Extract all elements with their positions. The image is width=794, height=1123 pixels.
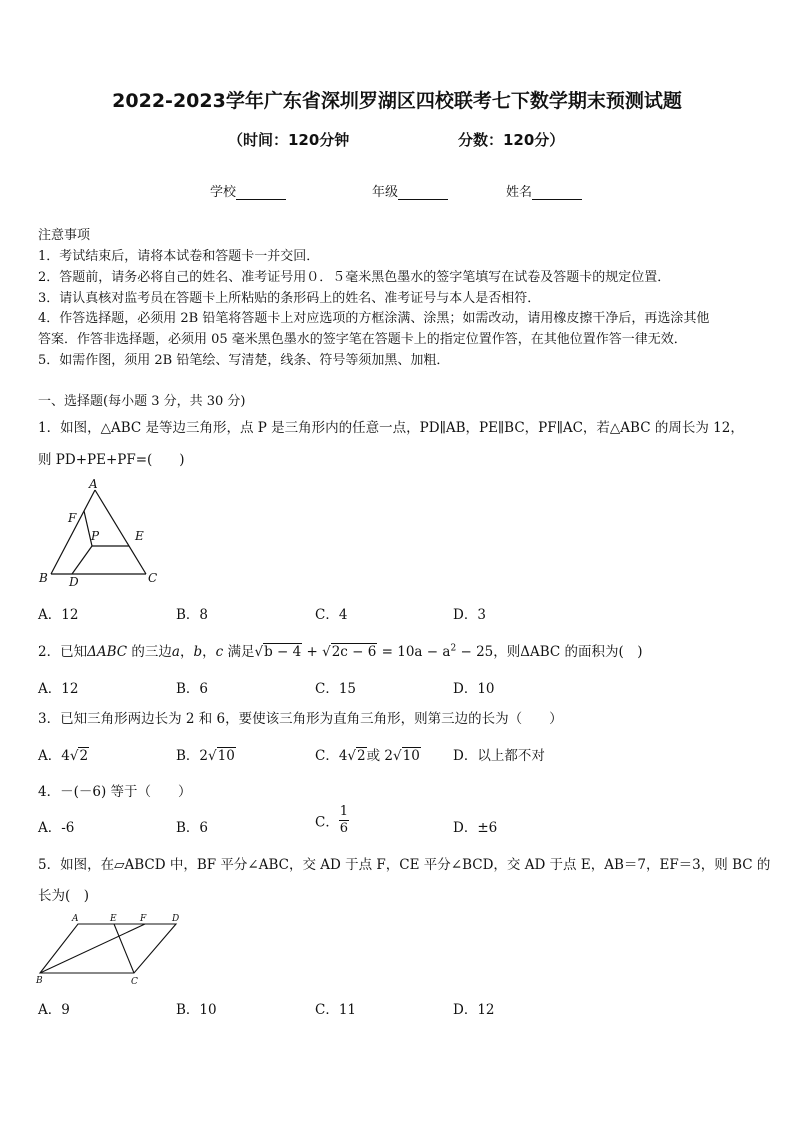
parallelogram-abcd xyxy=(40,924,176,973)
time-label: （时间：120分钟 xyxy=(228,131,350,149)
label-b: B xyxy=(39,571,48,585)
q5-option-a: A．9 xyxy=(38,1002,70,1018)
label-c: C xyxy=(131,977,138,987)
label-a: A xyxy=(89,477,98,491)
question-5-line1: 5．如图，在▱ABCD 中，BF 平分∠ABC，交 AD 于点 F，CE 平分∠BCD，交 AD 于点 E，AB＝7，EF＝3，则 BC 的 xyxy=(38,857,771,873)
q2-post: ，则ΔABC 的面积为( ) xyxy=(493,644,643,660)
label-e: E xyxy=(135,529,144,543)
segment-pd xyxy=(72,546,92,574)
section-heading: 一、选择题(每小题 3 分，共 30 分) xyxy=(38,394,246,409)
notice-item: 答案．作答非选择题，必须用 05 毫米黑色墨水的签字笔在答题卡上的指定位置作答，在其他位置作答一律无效． xyxy=(38,332,687,347)
q4-c-fraction xyxy=(339,804,349,837)
q2-plus: + xyxy=(302,644,323,660)
notice-heading: 注意事项 xyxy=(38,228,91,243)
notice-item: 2．答题前，请务必将自己的姓名、准考证号用０．５毫米黑色墨水的签字笔填写在试卷及答题卡的规定位置． xyxy=(38,270,671,285)
q4-c-denominator: 6 xyxy=(339,821,348,836)
label-e: E xyxy=(110,914,117,924)
q4-option-a: A．-6 xyxy=(38,820,75,836)
q5-option-d: D．12 xyxy=(453,1002,495,1018)
q2-triangle: ΔABC xyxy=(87,644,128,660)
q4-option-b: B．6 xyxy=(176,820,209,836)
q3-c-prefix: C．4 xyxy=(315,748,348,764)
question-1-line1: 1．如图，△ABC 是等边三角形，点 P 是三角形内的任意一点，PD∥AB，PE∥BC，PF∥AC，若△ABC 的周长为 12， xyxy=(38,420,744,436)
label-b: B xyxy=(36,976,43,986)
q3-b-radical: 10 xyxy=(217,748,235,764)
name-label: 姓名 xyxy=(506,185,533,200)
label-d: D xyxy=(69,575,79,588)
q3-b-prefix: B．2 xyxy=(176,748,209,764)
q3-option-d: D．以上都不对 xyxy=(453,748,545,764)
q1-option-c: C．4 xyxy=(315,607,348,623)
label-a: A xyxy=(72,914,79,924)
q3-c-radical-2: 10 xyxy=(402,748,420,764)
q2-radical-2: 2c − 6 xyxy=(331,644,377,660)
school-label: 学校 xyxy=(210,185,237,200)
q2-cond: 满足 xyxy=(223,644,255,660)
name-blank xyxy=(532,187,582,200)
notice-item: 3．请认真核对监考员在答题卡上所粘贴的条形码上的姓名、准考证号与本人是否相符． xyxy=(38,291,541,306)
question-1-line2: 则 PD+PE+PF=( ) xyxy=(38,452,185,468)
question-4: 4．－(－6) 等于（ ） xyxy=(38,784,192,800)
q3-a-radical: 2 xyxy=(79,748,89,764)
notice-item: 4．作答选择题，必须用 2B 铅笔将答题卡上对应选项的方框涂满、涂黑；如需改动，请用橡皮擦干净后，再选涂其他 xyxy=(38,311,710,326)
parallelogram-figure xyxy=(34,910,184,990)
q4-option-c xyxy=(315,804,349,837)
question-5-line2: 长为( ) xyxy=(38,888,90,904)
score-label: 分数：120分） xyxy=(458,131,565,149)
q2-option-c: C．15 xyxy=(315,681,357,697)
q2-a: a xyxy=(171,644,180,660)
q4-c-prefix: C． xyxy=(315,814,339,831)
q2-rhs: = 10a − a xyxy=(377,644,451,660)
question-2: 2．已知ΔABC 的三边a，b，c 满足$√b - 4 + √2c - 6 = 10a - a^2 - 25$，则ΔABC 的面积为( ) xyxy=(38,643,643,660)
school-field xyxy=(210,181,286,200)
q2-b: b xyxy=(193,644,203,660)
q3-option-b: B．2√10 xyxy=(176,748,235,764)
grade-label: 年级 xyxy=(372,185,399,200)
q4-c-numerator: 1 xyxy=(339,804,348,819)
q5-option-b: B．10 xyxy=(176,1002,217,1018)
q3-option-c: C．4√2或 2√10 xyxy=(315,748,420,764)
notice-item: 1．考试结束后，请将本试卷和答题卡一并交回． xyxy=(38,249,320,264)
q2-c: c xyxy=(215,644,224,660)
q3-a-prefix: A．4 xyxy=(38,748,70,764)
segment-ce xyxy=(114,924,134,973)
q1-option-a: A．12 xyxy=(38,607,79,623)
q2-pre: 2．已知 xyxy=(38,644,88,660)
label-f: F xyxy=(68,511,77,525)
name-field xyxy=(506,181,582,200)
notice-item: 5．如需作图，须用 2B 铅笔绘、写清楚，线条、符号等须加黑、加粗． xyxy=(38,353,450,368)
school-blank xyxy=(236,187,286,200)
q4-option-d: D．±6 xyxy=(453,820,498,836)
q3-option-a: A．4√2 xyxy=(38,748,89,764)
label-d: D xyxy=(172,914,180,924)
q5-option-c: C．11 xyxy=(315,1002,357,1018)
page-title: 2022-2023学年广东省深圳罗湖区四校联考七下数学期末预测试题 xyxy=(112,90,682,112)
q1-option-b: B．8 xyxy=(176,607,209,623)
q3-c-radical-1: 2 xyxy=(357,748,366,764)
segment-bf xyxy=(40,924,145,973)
q2-rhs2: − 25 xyxy=(456,644,494,660)
q2-option-a: A．12 xyxy=(38,681,79,697)
grade-blank xyxy=(398,187,448,200)
label-p: P xyxy=(91,529,100,543)
q2-radical-1: b − 4 xyxy=(264,644,302,660)
grade-field xyxy=(372,181,448,200)
question-3: 3．已知三角形两边长为 2 和 6，要使该三角形为直角三角形，则第三边的长为（ ） xyxy=(38,711,563,727)
q3-c-or: 或 2 xyxy=(366,748,394,764)
triangle-figure xyxy=(34,476,174,588)
q2-option-d: D．10 xyxy=(453,681,495,697)
q1-option-d: D．3 xyxy=(453,607,486,623)
label-f: F xyxy=(140,914,147,924)
label-c: C xyxy=(148,571,158,585)
q2-mid: 的三边 xyxy=(127,644,172,660)
q2-exponent: 2 xyxy=(450,643,457,654)
q2-option-b: B．6 xyxy=(176,681,209,697)
